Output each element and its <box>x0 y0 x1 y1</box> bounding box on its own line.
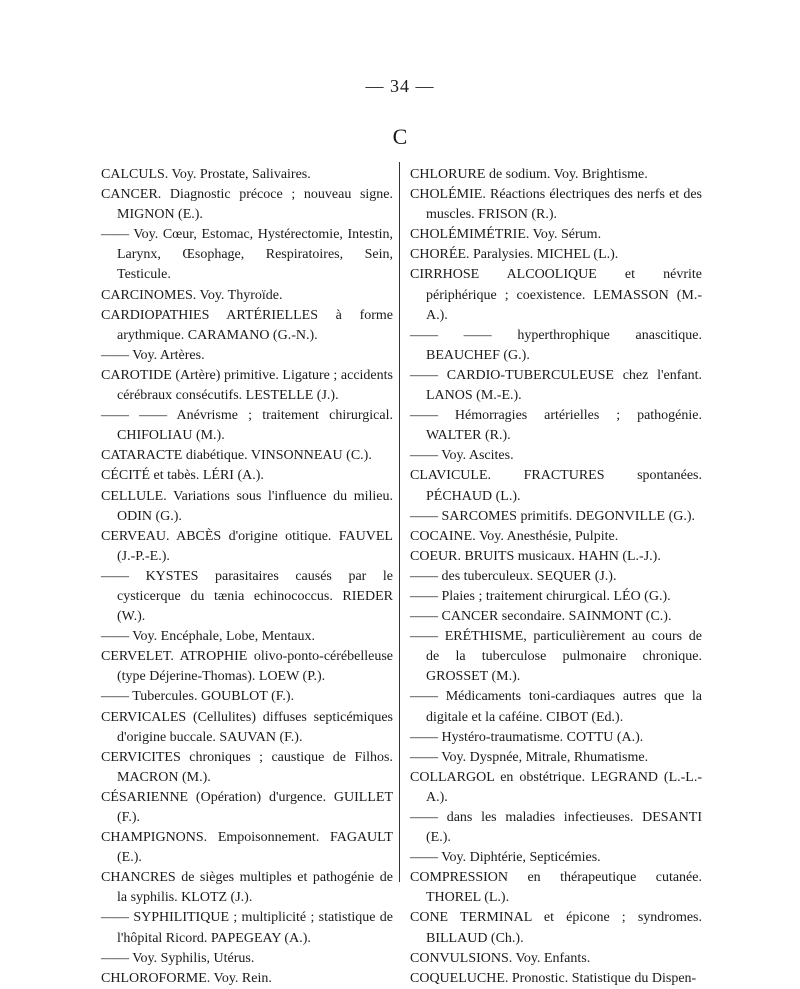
index-entry: CANCER. Diagnostic précoce ; nouveau signe. MIGNON (E.). <box>101 187 393 223</box>
index-entry: —— Voy. Syphilis, Utérus. <box>101 950 255 966</box>
index-entry: CERVELET. ATROPHIE olivo-ponto-cérébelleuse (type Déjerine-Thomas). LOEW (P.). <box>101 649 393 685</box>
index-entry: —— Voy. Ascites. <box>410 448 514 464</box>
index-entry: CLAVICULE. FRACTURES spontanées. PÉCHAUD (L.). <box>410 468 702 504</box>
index-entry: CALCULS. Voy. Prostate, Salivaires. <box>101 167 311 182</box>
index-entry: —— Hémorragies artérielles ; pathogénie. WALTER (R.). <box>410 408 702 444</box>
index-entry: —— —— Anévrisme ; traitement chirurgical. CHIFOLIAU (M.). <box>101 408 393 444</box>
index-entry: CHLORURE de sodium. Voy. Brightisme. <box>410 167 648 182</box>
index-entry: —— Voy. Cœur, Estomac, Hystérectomie, Intestin, Larynx, Œsophage, Respiratoires, Sein, Testicule. <box>101 227 393 283</box>
index-entry: CONVULSIONS. Voy. Enfants. <box>410 950 591 966</box>
index-entry: CARDIOPATHIES ARTÉRIELLES à forme arythmique. CARAMANO (G.-N.). <box>101 307 393 343</box>
index-entry: COEUR. BRUITS musicaux. HAHN (L.-J.). <box>410 548 661 564</box>
index-entry: —— Plaies ; traitement chirurgical. LÉO (G.). <box>410 588 671 604</box>
index-entry: CHAMPIGNONS. Empoisonnement. FAGAULT (E.). <box>101 830 393 866</box>
index-entry: CHORÉE. Paralysies. MICHEL (L.). <box>410 247 619 263</box>
index-entry: CHANCRES de sièges multiples et pathogénie de la syphilis. KLOTZ (J.). <box>101 870 393 906</box>
index-entry: COQUELUCHE. Pronostic. Statistique du Dispen- <box>410 970 697 986</box>
index-entry: —— Voy. Encéphale, Lobe, Mentaux. <box>101 629 315 645</box>
index-entry: —— Hystéro-traumatisme. COTTU (A.). <box>410 729 644 745</box>
right-column <box>410 165 702 989</box>
column-divider <box>399 162 400 882</box>
index-entry: CÉSARIENNE (Opération) d'urgence. GUILLET (F.). <box>101 789 393 825</box>
index-entry: CHLOROFORME. Voy. Rein. <box>101 970 272 986</box>
index-entry: COMPRESSION en thérapeutique cutanée. THOREL (L.). <box>410 870 702 906</box>
index-entry: —— dans les maladies infectieuses. DESANTI (E.). <box>410 810 702 846</box>
index-entry: COCAINE. Voy. Anesthésie, Pulpite. <box>410 528 619 544</box>
index-entry: —— CANCER secondaire. SAINMONT (C.). <box>410 609 672 625</box>
index-entry: —— des tuberculeux. SEQUER (J.). <box>410 568 617 584</box>
index-entry: CÉCITÉ et tabès. LÉRI (A.). <box>101 468 264 484</box>
index-entry: CATARACTE diabétique. VINSONNEAU (C.). <box>101 448 372 464</box>
index-entry: —— Tubercules. GOUBLOT (F.). <box>101 689 295 705</box>
index-entry: CELLULE. Variations sous l'influence du milieu. ODIN (G.). <box>101 488 393 524</box>
index-entry: CERVICITES chroniques ; caustique de Filhos. MACRON (M.). <box>101 749 393 785</box>
index-entry: —— SARCOMES primitifs. DEGONVILLE (G.). <box>410 508 696 524</box>
page-number: — 34 — <box>365 76 435 96</box>
index-entry: —— Voy. Artères. <box>101 347 205 363</box>
index-entry: —— ERÉTHISME, particulièrement au cours de de la tuberculose pulmonaire chronique. GROSSET (M.). <box>410 629 702 685</box>
index-entry: —— KYSTES parasitaires causés par le cysticerque du tænia echinococcus. RIEDER (W.). <box>101 568 393 625</box>
index-entry: CHOLÉMIE. Réactions électriques des nerfs et des muscles. FRISON (R.). <box>410 187 702 223</box>
index-entry: —— Voy. Dyspnée, Mitrale, Rhumatisme. <box>410 749 649 765</box>
index-entry: CERVICALES (Cellulites) diffuses septicémiques d'origine buccale. SAUVAN (F.). <box>101 709 393 745</box>
index-entry: COLLARGOL en obstétrique. LEGRAND (L.-L.-A.). <box>410 769 702 805</box>
left-column <box>101 165 393 989</box>
index-entry: CAROTIDE (Artère) primitive. Ligature ; accidents cérébraux consécutifs. LESTELLE (J.). <box>101 367 393 404</box>
index-entry: —— SYPHILITIQUE ; multiplicité ; statistique de l'hôpital Ricord. PAPEGEAY (A.). <box>101 910 393 946</box>
index-entry: CIRRHOSE ALCOOLIQUE et névrite périphérique ; coexistence. LEMASSON (M.-A.). <box>410 267 702 323</box>
index-entry: —— —— hyperthrophique anascitique. BEAUCHEF (G.). <box>410 327 702 363</box>
index-entry: CONE TERMINAL et épicone ; syndromes. BILLAUD (Ch.). <box>410 910 702 946</box>
index-entry: CERVEAU. ABCÈS d'origine otitique. FAUVEL (J.-P.-E.). <box>101 528 393 564</box>
section-letter: C <box>392 124 408 149</box>
index-entry: —— CARDIO-TUBERCULEUSE chez l'enfant. LANOS (M.-E.). <box>410 367 702 404</box>
index-entry: —— Voy. Diphtérie, Septicémies. <box>410 850 601 866</box>
index-entry: CARCINOMES. Voy. Thyroïde. <box>101 287 283 303</box>
index-entry: CHOLÉMIMÉTRIE. Voy. Sérum. <box>410 227 602 243</box>
index-entry: —— Médicaments toni-cardiaques autres que la digitale et la caféine. CIBOT (Ed.). <box>410 689 702 725</box>
